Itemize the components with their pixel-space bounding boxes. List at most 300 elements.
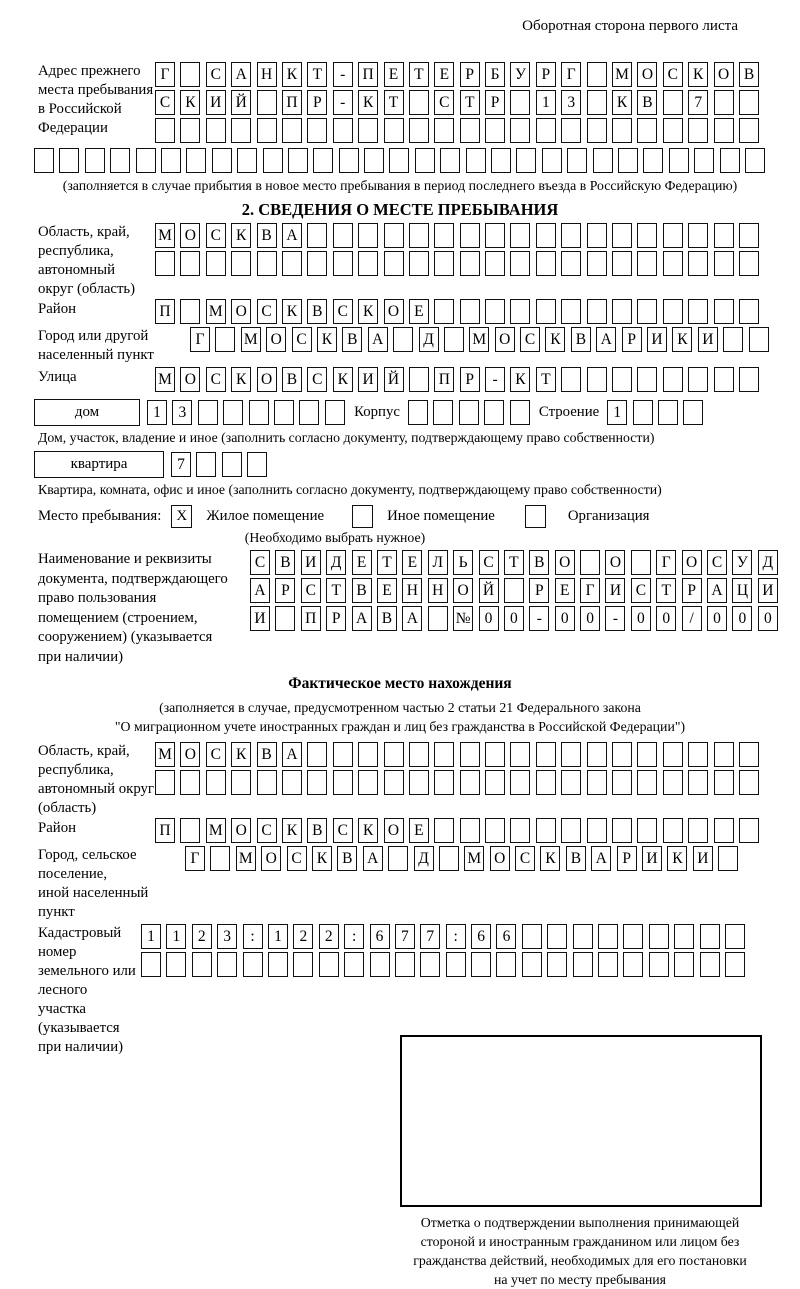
char-cell[interactable]: С: [250, 550, 270, 575]
char-cell[interactable]: [637, 118, 657, 143]
char-cell[interactable]: [460, 118, 480, 143]
char-cell[interactable]: Т: [384, 90, 404, 115]
char-cell[interactable]: Р: [326, 606, 346, 631]
char-cell[interactable]: К: [358, 299, 378, 324]
char-cell[interactable]: :: [243, 924, 263, 949]
char-cell[interactable]: М: [236, 846, 256, 871]
char-cell[interactable]: [434, 299, 454, 324]
char-cell[interactable]: [714, 118, 734, 143]
char-cell[interactable]: [561, 299, 581, 324]
char-cell[interactable]: [510, 818, 530, 843]
char-cell[interactable]: 2: [293, 924, 313, 949]
char-cell[interactable]: 0: [732, 606, 752, 631]
char-cell[interactable]: [333, 223, 353, 248]
char-cell[interactable]: [215, 327, 235, 352]
char-cell[interactable]: В: [337, 846, 357, 871]
char-cell[interactable]: [34, 148, 54, 173]
char-cell[interactable]: [694, 148, 714, 173]
char-cell[interactable]: -: [605, 606, 625, 631]
char-cell[interactable]: [718, 846, 738, 871]
char-cell[interactable]: [409, 118, 429, 143]
char-cell[interactable]: [485, 299, 505, 324]
char-cell[interactable]: [257, 251, 277, 276]
char-cell[interactable]: [192, 952, 212, 977]
char-cell[interactable]: [623, 924, 643, 949]
char-cell[interactable]: [649, 952, 669, 977]
char-cell[interactable]: [339, 148, 359, 173]
char-cell[interactable]: 0: [707, 606, 727, 631]
char-cell[interactable]: [307, 118, 327, 143]
char-cell[interactable]: П: [358, 62, 378, 87]
char-cell[interactable]: [725, 924, 745, 949]
char-cell[interactable]: И: [693, 846, 713, 871]
char-cell[interactable]: [510, 118, 530, 143]
char-cell[interactable]: [180, 299, 200, 324]
char-cell[interactable]: [674, 952, 694, 977]
char-cell[interactable]: О: [231, 299, 251, 324]
char-cell[interactable]: [510, 770, 530, 795]
char-cell[interactable]: [288, 148, 308, 173]
char-cell[interactable]: С: [520, 327, 540, 352]
char-cell[interactable]: [434, 770, 454, 795]
char-cell[interactable]: [749, 327, 769, 352]
char-cell[interactable]: [307, 742, 327, 767]
char-cell[interactable]: [428, 606, 448, 631]
char-cell[interactable]: Р: [682, 578, 702, 603]
char-cell[interactable]: М: [155, 742, 175, 767]
char-cell[interactable]: [485, 770, 505, 795]
char-cell[interactable]: [409, 770, 429, 795]
char-cell[interactable]: [714, 90, 734, 115]
char-cell[interactable]: Д: [419, 327, 439, 352]
char-cell[interactable]: Е: [384, 62, 404, 87]
char-cell[interactable]: К: [180, 90, 200, 115]
char-cell[interactable]: Г: [190, 327, 210, 352]
char-cell[interactable]: [370, 952, 390, 977]
char-cell[interactable]: [333, 251, 353, 276]
char-cell[interactable]: М: [612, 62, 632, 87]
char-cell[interactable]: [536, 223, 556, 248]
char-cell[interactable]: Д: [326, 550, 346, 575]
char-cell[interactable]: [631, 550, 651, 575]
char-cell[interactable]: [198, 400, 218, 425]
char-cell[interactable]: [434, 818, 454, 843]
char-cell[interactable]: С: [257, 818, 277, 843]
char-cell[interactable]: И: [301, 550, 321, 575]
char-cell[interactable]: [434, 251, 454, 276]
char-cell[interactable]: С: [479, 550, 499, 575]
char-cell[interactable]: [460, 251, 480, 276]
char-cell[interactable]: [725, 952, 745, 977]
char-cell[interactable]: [593, 148, 613, 173]
char-cell[interactable]: [714, 223, 734, 248]
char-cell[interactable]: [720, 148, 740, 173]
char-cell[interactable]: [536, 818, 556, 843]
char-cell[interactable]: [393, 327, 413, 352]
char-cell[interactable]: В: [377, 606, 397, 631]
char-cell[interactable]: [542, 148, 562, 173]
char-cell[interactable]: Б: [485, 62, 505, 87]
char-cell[interactable]: [637, 251, 657, 276]
char-cell[interactable]: [358, 770, 378, 795]
char-cell[interactable]: [409, 90, 429, 115]
char-cell[interactable]: 0: [479, 606, 499, 631]
char-cell[interactable]: Т: [536, 367, 556, 392]
char-cell[interactable]: [485, 223, 505, 248]
char-cell[interactable]: 2: [192, 924, 212, 949]
char-cell[interactable]: Р: [460, 367, 480, 392]
char-cell[interactable]: [714, 742, 734, 767]
char-cell[interactable]: К: [231, 223, 251, 248]
char-cell[interactable]: О: [180, 223, 200, 248]
char-cell[interactable]: [299, 400, 319, 425]
char-cell[interactable]: [409, 251, 429, 276]
char-cell[interactable]: [683, 400, 703, 425]
char-cell[interactable]: И: [647, 327, 667, 352]
char-cell[interactable]: :: [446, 924, 466, 949]
char-cell[interactable]: [85, 148, 105, 173]
char-cell[interactable]: [409, 367, 429, 392]
char-cell[interactable]: А: [596, 327, 616, 352]
char-cell[interactable]: [536, 299, 556, 324]
char-cell[interactable]: [663, 742, 683, 767]
char-cell[interactable]: П: [301, 606, 321, 631]
char-cell[interactable]: 3: [561, 90, 581, 115]
char-cell[interactable]: [516, 148, 536, 173]
char-cell[interactable]: [561, 742, 581, 767]
char-cell[interactable]: Е: [555, 578, 575, 603]
char-cell[interactable]: Р: [617, 846, 637, 871]
char-cell[interactable]: [415, 148, 435, 173]
char-cell[interactable]: 0: [504, 606, 524, 631]
char-cell[interactable]: А: [591, 846, 611, 871]
char-cell[interactable]: К: [312, 846, 332, 871]
char-cell[interactable]: [307, 770, 327, 795]
char-cell[interactable]: [587, 818, 607, 843]
char-cell[interactable]: Р: [536, 62, 556, 87]
char-cell[interactable]: [206, 251, 226, 276]
char-cell[interactable]: А: [352, 606, 372, 631]
char-cell[interactable]: [307, 251, 327, 276]
char-cell[interactable]: [333, 118, 353, 143]
char-cell[interactable]: [688, 367, 708, 392]
char-cell[interactable]: С: [206, 223, 226, 248]
char-cell[interactable]: С: [206, 742, 226, 767]
char-cell[interactable]: А: [707, 578, 727, 603]
char-cell[interactable]: [504, 578, 524, 603]
char-cell[interactable]: [714, 818, 734, 843]
char-cell[interactable]: О: [555, 550, 575, 575]
char-cell[interactable]: В: [257, 742, 277, 767]
char-cell[interactable]: [643, 148, 663, 173]
char-cell[interactable]: Е: [402, 550, 422, 575]
char-cell[interactable]: Г: [155, 62, 175, 87]
char-cell[interactable]: К: [333, 367, 353, 392]
char-cell[interactable]: [180, 62, 200, 87]
char-cell[interactable]: [637, 223, 657, 248]
char-cell[interactable]: К: [612, 90, 632, 115]
char-cell[interactable]: [739, 90, 759, 115]
char-cell[interactable]: [460, 770, 480, 795]
char-cell[interactable]: [637, 818, 657, 843]
char-cell[interactable]: №: [453, 606, 473, 631]
char-cell[interactable]: [745, 148, 765, 173]
char-cell[interactable]: С: [257, 299, 277, 324]
char-cell[interactable]: П: [434, 367, 454, 392]
char-cell[interactable]: [580, 550, 600, 575]
char-cell[interactable]: 1: [607, 400, 627, 425]
char-cell[interactable]: [739, 118, 759, 143]
char-cell[interactable]: [663, 223, 683, 248]
char-cell[interactable]: И: [698, 327, 718, 352]
char-cell[interactable]: 6: [496, 924, 516, 949]
char-cell[interactable]: [522, 952, 542, 977]
char-cell[interactable]: [459, 400, 479, 425]
char-cell[interactable]: [180, 770, 200, 795]
char-cell[interactable]: Й: [231, 90, 251, 115]
char-cell[interactable]: [547, 924, 567, 949]
char-cell[interactable]: Р: [275, 578, 295, 603]
char-cell[interactable]: [282, 251, 302, 276]
char-cell[interactable]: [573, 952, 593, 977]
char-cell[interactable]: А: [282, 742, 302, 767]
char-cell[interactable]: А: [282, 223, 302, 248]
char-cell[interactable]: -: [333, 62, 353, 87]
char-cell[interactable]: :: [344, 924, 364, 949]
char-cell[interactable]: [358, 742, 378, 767]
char-cell[interactable]: [739, 223, 759, 248]
checkbox-residential[interactable]: X: [171, 505, 192, 528]
char-cell[interactable]: А: [250, 578, 270, 603]
char-cell[interactable]: [358, 251, 378, 276]
char-cell[interactable]: [714, 770, 734, 795]
char-cell[interactable]: [587, 742, 607, 767]
char-cell[interactable]: [243, 952, 263, 977]
char-cell[interactable]: [420, 952, 440, 977]
char-cell[interactable]: У: [510, 62, 530, 87]
char-cell[interactable]: [484, 400, 504, 425]
char-cell[interactable]: О: [490, 846, 510, 871]
char-cell[interactable]: К: [667, 846, 687, 871]
char-cell[interactable]: [249, 400, 269, 425]
char-cell[interactable]: [663, 118, 683, 143]
char-cell[interactable]: [536, 251, 556, 276]
char-cell[interactable]: 2: [319, 924, 339, 949]
char-cell[interactable]: О: [495, 327, 515, 352]
char-cell[interactable]: 7: [171, 452, 191, 477]
char-cell[interactable]: [612, 118, 632, 143]
char-cell[interactable]: [658, 400, 678, 425]
char-cell[interactable]: О: [714, 62, 734, 87]
char-cell[interactable]: [612, 742, 632, 767]
char-cell[interactable]: О: [453, 578, 473, 603]
char-cell[interactable]: [587, 770, 607, 795]
char-cell[interactable]: С: [333, 299, 353, 324]
char-cell[interactable]: [222, 452, 242, 477]
char-cell[interactable]: [663, 770, 683, 795]
char-cell[interactable]: [536, 118, 556, 143]
char-cell[interactable]: [688, 742, 708, 767]
char-cell[interactable]: [210, 846, 230, 871]
char-cell[interactable]: [434, 118, 454, 143]
char-cell[interactable]: Г: [656, 550, 676, 575]
char-cell[interactable]: [263, 148, 283, 173]
char-cell[interactable]: Е: [409, 818, 429, 843]
char-cell[interactable]: [688, 118, 708, 143]
char-cell[interactable]: [587, 299, 607, 324]
char-cell[interactable]: [567, 148, 587, 173]
char-cell[interactable]: [573, 924, 593, 949]
char-cell[interactable]: М: [241, 327, 261, 352]
char-cell[interactable]: М: [206, 299, 226, 324]
char-cell[interactable]: [561, 818, 581, 843]
char-cell[interactable]: [217, 952, 237, 977]
char-cell[interactable]: [739, 742, 759, 767]
char-cell[interactable]: С: [663, 62, 683, 87]
char-cell[interactable]: /: [682, 606, 702, 631]
char-cell[interactable]: [612, 818, 632, 843]
char-cell[interactable]: [714, 251, 734, 276]
char-cell[interactable]: [155, 251, 175, 276]
char-cell[interactable]: С: [206, 62, 226, 87]
char-cell[interactable]: [663, 90, 683, 115]
char-cell[interactable]: [561, 118, 581, 143]
char-cell[interactable]: [155, 118, 175, 143]
char-cell[interactable]: А: [368, 327, 388, 352]
char-cell[interactable]: [59, 148, 79, 173]
char-cell[interactable]: [460, 223, 480, 248]
char-cell[interactable]: Е: [409, 299, 429, 324]
char-cell[interactable]: К: [540, 846, 560, 871]
char-cell[interactable]: [446, 952, 466, 977]
char-cell[interactable]: [739, 299, 759, 324]
char-cell[interactable]: М: [469, 327, 489, 352]
char-cell[interactable]: [700, 952, 720, 977]
char-cell[interactable]: [275, 606, 295, 631]
char-cell[interactable]: [723, 327, 743, 352]
char-cell[interactable]: [384, 251, 404, 276]
char-cell[interactable]: [155, 770, 175, 795]
char-cell[interactable]: И: [605, 578, 625, 603]
char-cell[interactable]: [561, 251, 581, 276]
char-cell[interactable]: 0: [758, 606, 778, 631]
char-cell[interactable]: [180, 118, 200, 143]
char-cell[interactable]: Н: [402, 578, 422, 603]
char-cell[interactable]: П: [155, 299, 175, 324]
char-cell[interactable]: С: [707, 550, 727, 575]
char-cell[interactable]: О: [231, 818, 251, 843]
char-cell[interactable]: [587, 367, 607, 392]
char-cell[interactable]: В: [571, 327, 591, 352]
char-cell[interactable]: К: [282, 62, 302, 87]
char-cell[interactable]: [510, 251, 530, 276]
char-cell[interactable]: [688, 818, 708, 843]
char-cell[interactable]: [536, 770, 556, 795]
char-cell[interactable]: 1: [536, 90, 556, 115]
char-cell[interactable]: [485, 118, 505, 143]
char-cell[interactable]: С: [206, 367, 226, 392]
char-cell[interactable]: В: [257, 223, 277, 248]
char-cell[interactable]: [739, 818, 759, 843]
char-cell[interactable]: [612, 299, 632, 324]
char-cell[interactable]: [714, 367, 734, 392]
char-cell[interactable]: [231, 118, 251, 143]
char-cell[interactable]: С: [333, 818, 353, 843]
char-cell[interactable]: В: [739, 62, 759, 87]
char-cell[interactable]: [231, 251, 251, 276]
char-cell[interactable]: С: [287, 846, 307, 871]
char-cell[interactable]: [587, 90, 607, 115]
char-cell[interactable]: И: [758, 578, 778, 603]
char-cell[interactable]: -: [529, 606, 549, 631]
char-cell[interactable]: Д: [414, 846, 434, 871]
checkbox-organization[interactable]: [525, 505, 546, 528]
char-cell[interactable]: [491, 148, 511, 173]
char-cell[interactable]: С: [155, 90, 175, 115]
char-cell[interactable]: [364, 148, 384, 173]
char-cell[interactable]: Т: [326, 578, 346, 603]
char-cell[interactable]: [510, 400, 530, 425]
char-cell[interactable]: Р: [529, 578, 549, 603]
char-cell[interactable]: [136, 148, 156, 173]
char-cell[interactable]: [206, 118, 226, 143]
char-cell[interactable]: Е: [434, 62, 454, 87]
char-cell[interactable]: [161, 148, 181, 173]
char-cell[interactable]: К: [545, 327, 565, 352]
char-cell[interactable]: Р: [622, 327, 642, 352]
char-cell[interactable]: К: [672, 327, 692, 352]
char-cell[interactable]: [466, 148, 486, 173]
char-cell[interactable]: [247, 452, 267, 477]
char-cell[interactable]: [587, 223, 607, 248]
char-cell[interactable]: К: [510, 367, 530, 392]
char-cell[interactable]: Й: [384, 367, 404, 392]
char-cell[interactable]: [166, 952, 186, 977]
char-cell[interactable]: С: [292, 327, 312, 352]
char-cell[interactable]: И: [206, 90, 226, 115]
char-cell[interactable]: О: [637, 62, 657, 87]
char-cell[interactable]: [510, 299, 530, 324]
char-cell[interactable]: К: [231, 742, 251, 767]
char-cell[interactable]: [688, 223, 708, 248]
char-cell[interactable]: [612, 770, 632, 795]
char-cell[interactable]: В: [566, 846, 586, 871]
char-cell[interactable]: Е: [352, 550, 372, 575]
char-cell[interactable]: Г: [185, 846, 205, 871]
char-cell[interactable]: [434, 223, 454, 248]
char-cell[interactable]: -: [333, 90, 353, 115]
char-cell[interactable]: С: [631, 578, 651, 603]
char-cell[interactable]: [274, 400, 294, 425]
char-cell[interactable]: [663, 299, 683, 324]
char-cell[interactable]: [180, 818, 200, 843]
char-cell[interactable]: Л: [428, 550, 448, 575]
char-cell[interactable]: С: [301, 578, 321, 603]
char-cell[interactable]: [409, 223, 429, 248]
char-cell[interactable]: [307, 223, 327, 248]
char-cell[interactable]: М: [155, 367, 175, 392]
checkbox-other-premises[interactable]: [352, 505, 373, 528]
char-cell[interactable]: [663, 367, 683, 392]
char-cell[interactable]: [384, 223, 404, 248]
char-cell[interactable]: [637, 742, 657, 767]
char-cell[interactable]: О: [384, 818, 404, 843]
char-cell[interactable]: [739, 770, 759, 795]
char-cell[interactable]: Т: [377, 550, 397, 575]
char-cell[interactable]: 6: [471, 924, 491, 949]
char-cell[interactable]: О: [180, 367, 200, 392]
char-cell[interactable]: [688, 251, 708, 276]
